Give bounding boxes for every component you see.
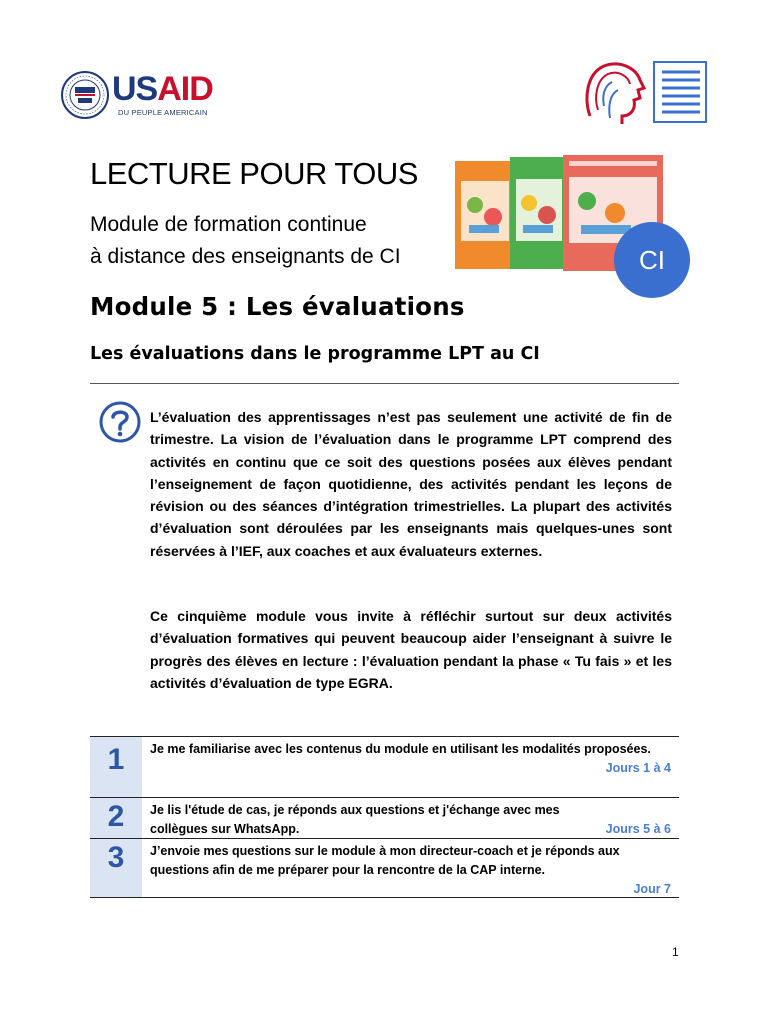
- step-days: Jour 7: [633, 882, 671, 896]
- subtitle-line-2: à distance des enseignants de CI: [90, 245, 401, 268]
- step-cell: [142, 737, 679, 797]
- step-cell: [142, 839, 679, 897]
- step-number: 1: [90, 737, 142, 797]
- reading-head-logo: [582, 60, 710, 124]
- steps-table: [90, 736, 679, 898]
- step-days: Jours 5 à 6: [605, 822, 671, 836]
- step-text: Je me familiarise avec les contenus du module en utilisant les modalités proposées.: [150, 742, 651, 756]
- step-text: Je lis l'étude de cas, je réponds aux questions et j'échange avec mes collègues sur WhatsApp.: [150, 803, 560, 836]
- page-title: LECTURE POUR TOUS: [90, 156, 418, 191]
- step-cell: [142, 798, 679, 838]
- question-circle-icon: [98, 400, 142, 444]
- usaid-tagline: DU PEUPLE AMERICAIN: [118, 108, 208, 117]
- step-row-2: [90, 797, 679, 838]
- ci-badge: CI: [614, 222, 690, 298]
- step-row-1: [90, 736, 679, 797]
- step-row-3: [90, 838, 679, 898]
- page-number: 1: [672, 945, 679, 959]
- module-subtitle: Les évaluations dans le programme LPT au CI: [90, 344, 540, 364]
- step-days: Jours 1 à 4: [605, 761, 671, 775]
- usaid-wordmark: USAID: [112, 70, 213, 108]
- step-number: 3: [90, 839, 142, 897]
- subtitle-line-1: Module de formation continue: [90, 213, 367, 236]
- module-title: Module 5 : Les évaluations: [90, 292, 465, 321]
- step-number: 2: [90, 798, 142, 838]
- divider: [90, 383, 679, 384]
- usaid-seal-logo: [60, 70, 110, 120]
- step-text: J’envoie mes questions sur le module à mon directeur-coach et je réponds aux questions afin de me préparer pour la rencontre de la CAP interne.: [150, 844, 620, 877]
- intro-paragraph-2: Ce cinquième module vous invite à réfléchir surtout sur deux activités d’évaluation formatives qui peuvent beaucoup aider l’enseignant à suivre le progrès des élèves en lecture : l’évaluation pendant la phase « Tu fais » et les activités d’évaluation de type EGRA.: [150, 608, 672, 691]
- intro-paragraph-1: L’évaluation des apprentissages n’est pas seulement une activité de fin de trimestre. La vision de l’évaluation dans le programme LPT comprend des activités en continu que ce soit des questions posées aux élèves pendant l’enseignement de façon quotidienne, des activités pendant les leçons de révision ou des séances d’intégration trimestrielles. La plupart des activités d’évaluation sont déroulées par les enseignants mais quelques-unes sont réservées à l’IEF, aux coaches et aux évaluateurs externes.: [150, 409, 672, 559]
